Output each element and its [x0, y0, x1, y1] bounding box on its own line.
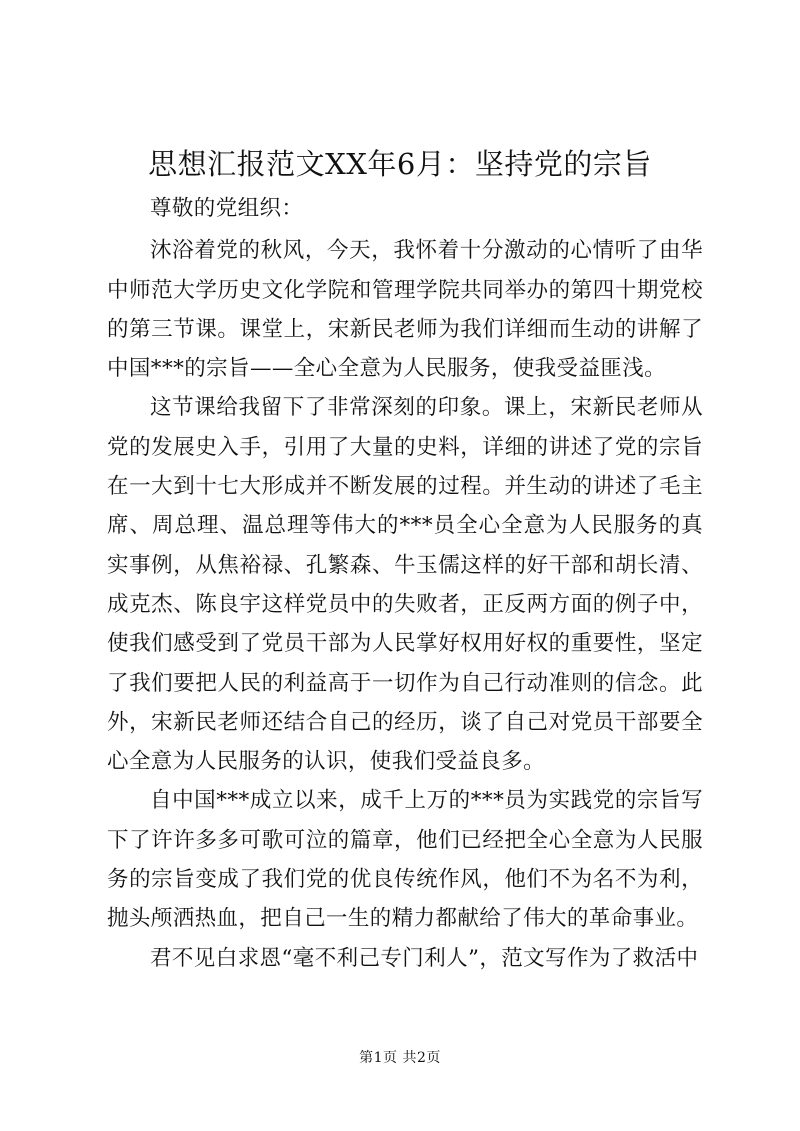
paragraph-2: 这节课给我留下了非常深刻的印象。课上，宋新民老师从党的发展史入手，引用了大量的史料，详细的讲述了党的宗旨在一大到十七大形成并不断发展的过程。并生动的讲述了毛主席、周总理、温总理等伟大的***员全心全意为人民服务的真实事例，从焦裕禄、孔繁森、牛玉儒这样的好干部和胡长清、成克杰、陈良宇这样党员中的失败者，正反两方面的例子中，使我们感受到了党员干部为人民掌好权用好权的重要性，坚定了我们要把人民的利益高于一切作为自己行动准则的信念。此外，宋新民老师还结合自己的经历，谈了自己对党员干部要全心全意为人民服务的认识，使我们受益良多。 [107, 395, 703, 775]
paragraph-3: 自中国***成立以来，成千上万的***员为实践党的宗旨写下了许许多多可歌可泣的篇章，他们已经把全心全意为人民服务的宗旨变成了我们党的优良传统作风，他们不为名不为利，抛头颅洒热血，把自己一生的精力都献给了伟大的革命事业。 [107, 788, 703, 932]
page-number-footer: 第1页 共2页 [359, 1050, 441, 1066]
document-body [107, 189, 703, 978]
salutation: 尊敬的党组织： [150, 196, 304, 221]
paragraph-4: 君不见白求恩“毫不利己专门利人”，范文写作为了救活中 [150, 945, 699, 971]
paragraph-1: 沐浴着党的秋风，今天，我怀着十分激动的心情听了由华中师范大学历史文化学院和管理学院共同举办的第四十期党校的第三节课。课堂上，宋新民老师为我们详细而生动的讲解了中国***的宗旨——全心全意为人民服务，使我受益匪浅。 [107, 238, 703, 382]
document-title: 思想汇报范文XX年6月：坚持党的宗旨 [148, 147, 652, 181]
